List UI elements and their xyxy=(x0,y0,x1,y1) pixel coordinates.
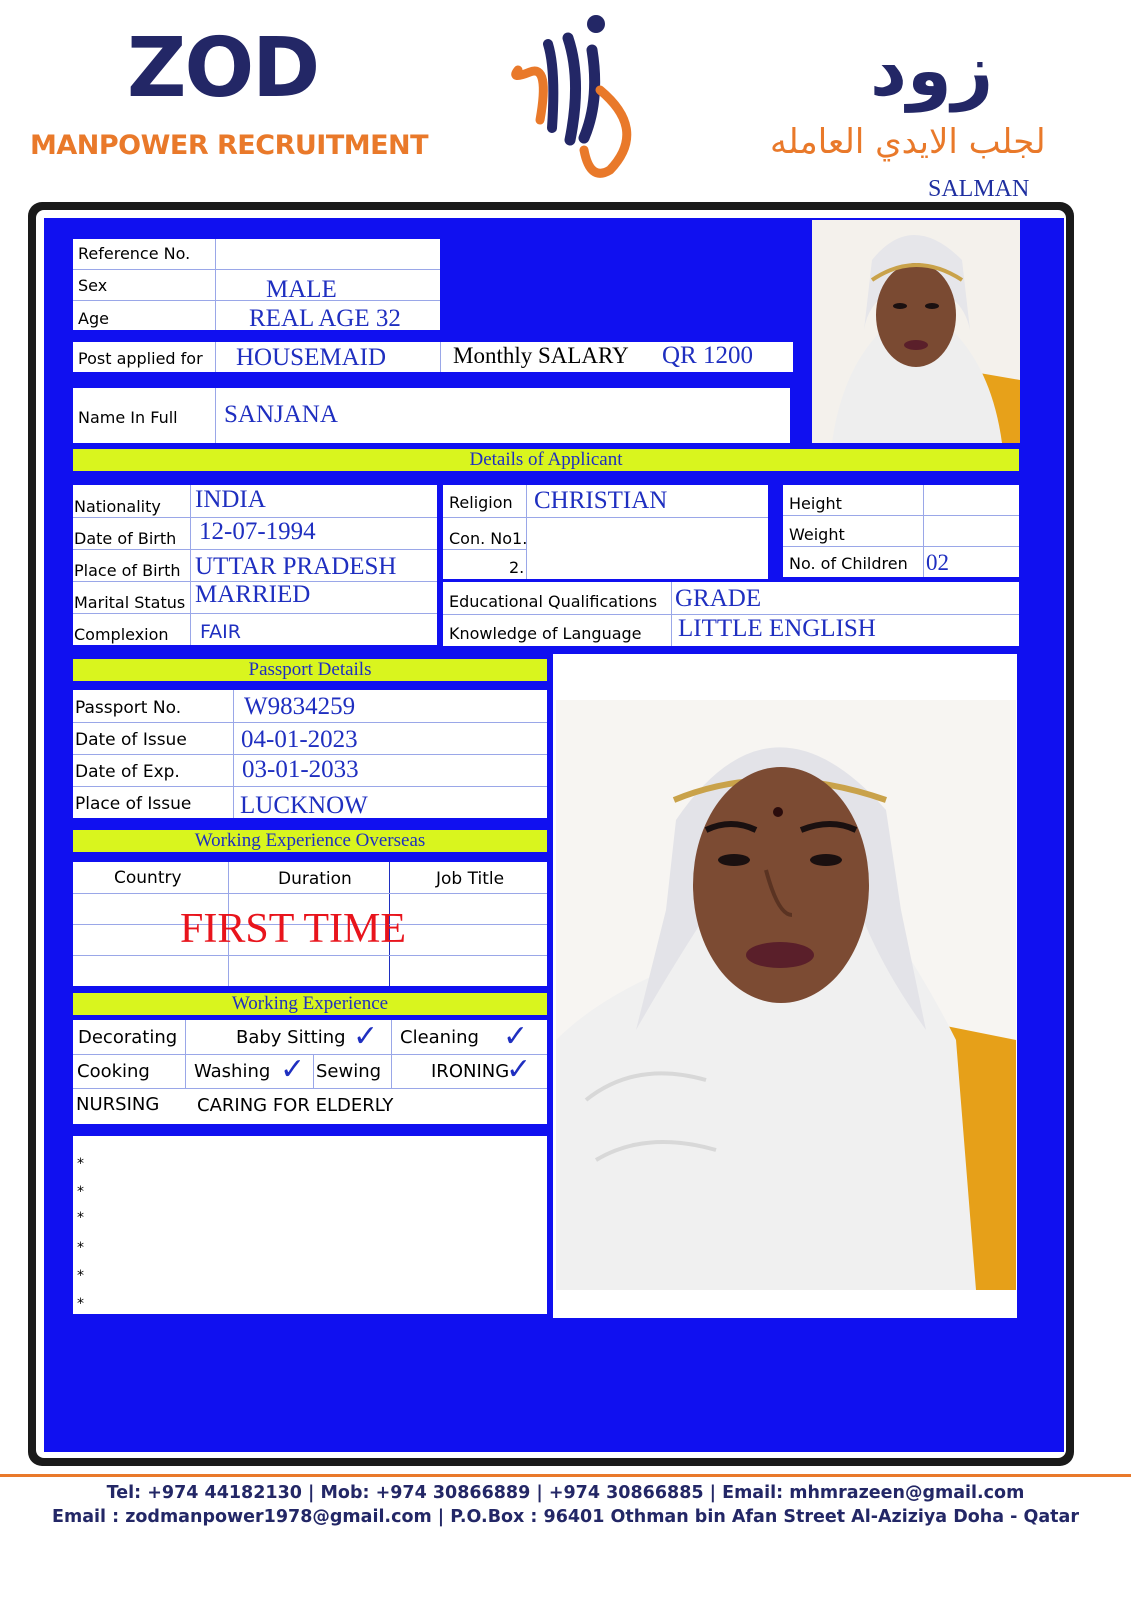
agent-name: SALMAN xyxy=(928,176,1030,202)
notes-box xyxy=(73,1136,547,1314)
note-bullet: * xyxy=(77,1156,84,1172)
cleaning-check-icon: ✓ xyxy=(503,1019,529,1054)
passport-header: Passport Details xyxy=(73,659,547,681)
name-row xyxy=(73,388,790,443)
first-time-stamp: FIRST TIME xyxy=(180,906,406,952)
issue-date-label: Date of Issue xyxy=(75,730,187,750)
age-value: REAL AGE 32 xyxy=(249,305,401,332)
complexion-value: FAIR xyxy=(200,621,241,643)
passport-table xyxy=(73,690,547,818)
salary-value: QR 1200 xyxy=(662,342,753,369)
religion-label: Religion xyxy=(449,493,513,512)
note-bullet: * xyxy=(77,1184,84,1200)
passport-no-label: Passport No. xyxy=(75,698,182,718)
nationality-value: INDIA xyxy=(195,486,266,513)
post-value: HOUSEMAID xyxy=(236,344,386,371)
education-value: GRADE xyxy=(675,585,762,612)
sex-value: MALE xyxy=(266,276,337,303)
cooking-label: Cooking xyxy=(77,1061,150,1082)
issue-place-value: LUCKNOW xyxy=(240,792,368,819)
pob-value: UTTAR PRADESH xyxy=(195,553,397,580)
footer-divider xyxy=(0,1474,1131,1477)
age-label: Age xyxy=(78,309,109,328)
height-label: Height xyxy=(789,494,842,513)
education-table xyxy=(443,582,1019,646)
reference-table xyxy=(73,239,440,330)
footer-contact-line: Tel: +974 44182130 | Mob: +974 30866889 | +974 30866885 | Email: mhmrazeen@gmail.com xyxy=(106,1483,1025,1503)
contact2-label: 2. xyxy=(509,558,525,577)
salary-label: Monthly SALARY xyxy=(453,343,629,368)
caring-elderly-label: CARING FOR ELDERLY xyxy=(197,1095,394,1116)
washing-label: Washing xyxy=(194,1061,271,1082)
footer-address-line: Email : zodmanpower1978@gmail.com | P.O.Box : 96401 Othman bin Afan Street Al-Aziziya Doha - Qatar xyxy=(52,1507,1079,1527)
post-label: Post applied for xyxy=(78,349,203,368)
brand-subtitle-arabic: لجلب الايدي العامله xyxy=(770,122,1046,162)
name-value: SANJANA xyxy=(224,401,338,428)
duration-column-header: Duration xyxy=(278,869,352,889)
language-value: LITTLE ENGLISH xyxy=(678,615,876,642)
baby-sitting-check-icon: ✓ xyxy=(353,1019,379,1054)
pob-label: Place of Birth xyxy=(74,561,181,580)
complexion-label: Complexion xyxy=(74,625,169,644)
applicant-photo-small xyxy=(812,220,1020,443)
note-bullet: * xyxy=(77,1240,84,1256)
details-right-table xyxy=(783,485,1019,577)
brand-logo-text: ZOD xyxy=(127,21,319,116)
contact1-label: Con. No1. xyxy=(449,529,528,548)
marital-label: Marital Status xyxy=(74,593,186,612)
children-value: 02 xyxy=(926,550,949,575)
job-title-column-header: Job Title xyxy=(436,869,505,889)
details-header: Details of Applicant xyxy=(73,449,1019,471)
brand-subtitle: MANPOWER RECRUITMENT xyxy=(30,130,429,161)
religion-value: CHRISTIAN xyxy=(534,487,668,514)
details-middle-table xyxy=(443,485,768,579)
note-bullet: * xyxy=(77,1296,84,1312)
decorating-label: Decorating xyxy=(78,1027,178,1048)
weight-label: Weight xyxy=(789,525,845,544)
nursing-label: NURSING xyxy=(76,1094,160,1115)
washing-check-icon: ✓ xyxy=(280,1052,306,1087)
issue-place-label: Place of Issue xyxy=(75,794,192,814)
country-column-header: Country xyxy=(114,868,182,888)
brand-emblem-icon xyxy=(500,10,640,182)
experience-header: Working Experience xyxy=(73,993,547,1015)
note-bullet: * xyxy=(77,1268,84,1284)
dob-label: Date of Birth xyxy=(74,529,177,548)
dob-value: 12-07-1994 xyxy=(199,518,316,545)
baby-sitting-label: Baby Sitting xyxy=(236,1027,346,1048)
children-label: No. of Children xyxy=(789,554,908,573)
ironing-label: IRONING xyxy=(431,1061,510,1082)
sewing-label: Sewing xyxy=(316,1061,382,1082)
exp-date-label: Date of Exp. xyxy=(75,762,180,782)
ironing-check-icon: ✓ xyxy=(506,1052,532,1087)
name-label: Name In Full xyxy=(78,408,178,427)
details-left-table xyxy=(73,485,437,645)
exp-date-value: 03-01-2033 xyxy=(242,756,359,783)
overseas-header: Working Experience Overseas xyxy=(73,830,547,852)
post-row xyxy=(73,342,793,372)
issue-date-value: 04-01-2023 xyxy=(241,726,358,753)
marital-value: MARRIED xyxy=(195,581,311,608)
cleaning-label: Cleaning xyxy=(400,1027,479,1048)
experience-table xyxy=(73,1020,547,1124)
note-bullet: * xyxy=(77,1210,84,1226)
passport-no-value: W9834259 xyxy=(244,693,356,720)
sex-label: Sex xyxy=(78,276,108,295)
brand-logo-arabic: زود xyxy=(870,28,994,112)
language-label: Knowledge of Language xyxy=(449,624,642,643)
education-label: Educational Qualifications xyxy=(449,592,658,611)
applicant-photo-large xyxy=(556,700,1016,1290)
overseas-table xyxy=(73,862,547,986)
reference-label: Reference No. xyxy=(78,244,191,263)
nationality-label: Nationality xyxy=(74,497,161,516)
